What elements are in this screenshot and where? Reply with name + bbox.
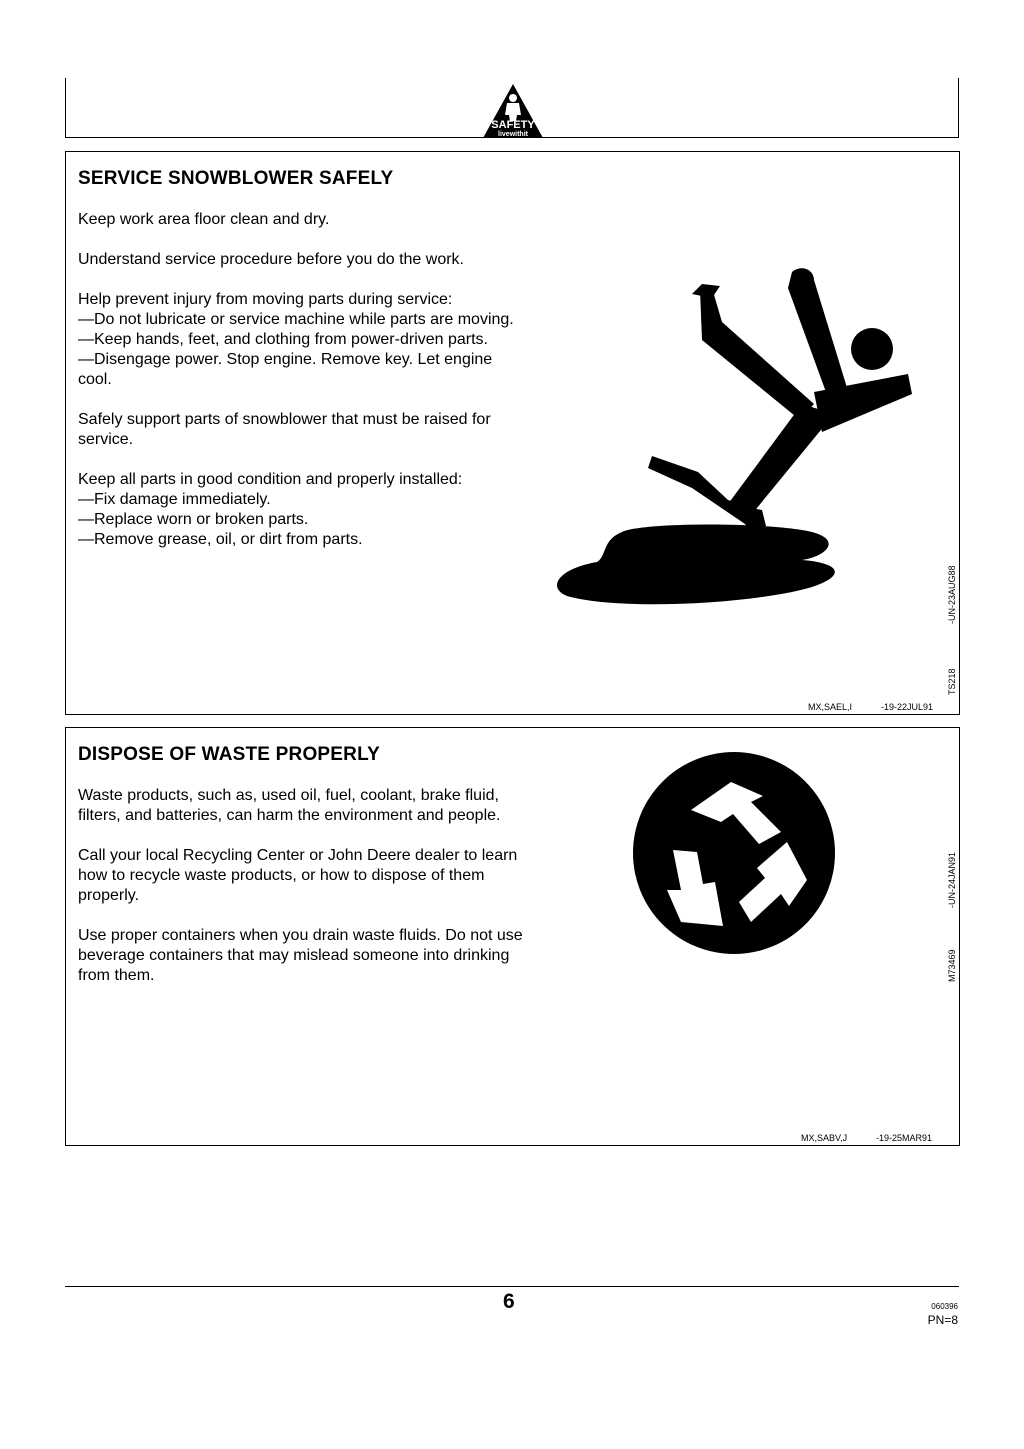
image-code-a: TS218	[947, 668, 957, 695]
pn-code: PN=8	[927, 1313, 958, 1327]
paragraph	[78, 470, 528, 550]
section-service-snowblower	[65, 151, 960, 715]
reference-date: -19-25MAR91	[876, 1133, 933, 1143]
paragraph	[78, 410, 528, 450]
text-line: —Remove grease, oil, or dirt from parts.	[78, 531, 363, 548]
text-line: Help prevent injury from moving parts during service:	[78, 291, 453, 308]
text-line: —Do not lubricate or service machine while parts are moving.	[78, 311, 514, 328]
section-dispose-waste	[65, 727, 960, 1146]
section-title: DISPOSE OF WASTE PROPERLY	[78, 744, 381, 765]
paragraph	[78, 250, 528, 270]
text-line: Safely support parts of snowblower that must be raised for service.	[78, 411, 491, 448]
reference-code: MX,SABV,J	[801, 1133, 848, 1143]
paragraph	[78, 210, 528, 230]
footer-rule	[65, 1286, 959, 1287]
recycle-icon	[631, 750, 837, 956]
reference-code: MX,SAEL,I	[808, 702, 853, 712]
section-body	[78, 786, 528, 1006]
document-code: 060396	[931, 1302, 958, 1311]
text-line: Call your local Recycling Center or John Deere dealer to learn how to recycle waste products, or how to dispose of them properly.	[78, 847, 518, 904]
paragraph	[78, 290, 528, 390]
paragraph	[78, 846, 528, 906]
paragraph	[78, 786, 528, 826]
image-code-a: M73469	[947, 949, 957, 982]
slipping-person-icon	[552, 264, 912, 619]
reference-date: -19-22JUL91	[881, 702, 934, 712]
text-line: Waste products, such as, used oil, fuel, coolant, brake fluid, filters, and batteries, can harm the environment and people.	[78, 787, 501, 824]
text-line: —Replace worn or broken parts.	[78, 511, 309, 528]
text-line: —Keep hands, feet, and clothing from power-driven parts.	[78, 331, 488, 348]
section-body	[78, 210, 528, 570]
text-line: —Disengage power. Stop engine. Remove key. Let engine cool.	[78, 351, 493, 388]
image-code-b: -UN-24JAN91	[947, 851, 957, 908]
section-title: SERVICE SNOWBLOWER SAFELY	[78, 168, 394, 189]
text-line: Understand service procedure before you do the work.	[78, 251, 464, 268]
safety-logo-tagline: livewithit	[498, 131, 528, 138]
safety-logo-word: SAFETY	[491, 119, 535, 131]
text-line: Use proper containers when you drain waste fluids. Do not use beverage containers that may mislead someone into drinking from them.	[78, 927, 523, 984]
image-code-b: -UN-23AUG88	[947, 565, 957, 624]
page-number: 6	[503, 1290, 515, 1313]
safety-triangle-icon	[482, 83, 544, 139]
text-line: —Fix damage immediately.	[78, 491, 271, 508]
paragraph	[78, 926, 528, 986]
text-line: Keep work area floor clean and dry.	[78, 211, 330, 228]
text-line: Keep all parts in good condition and properly installed:	[78, 471, 463, 488]
